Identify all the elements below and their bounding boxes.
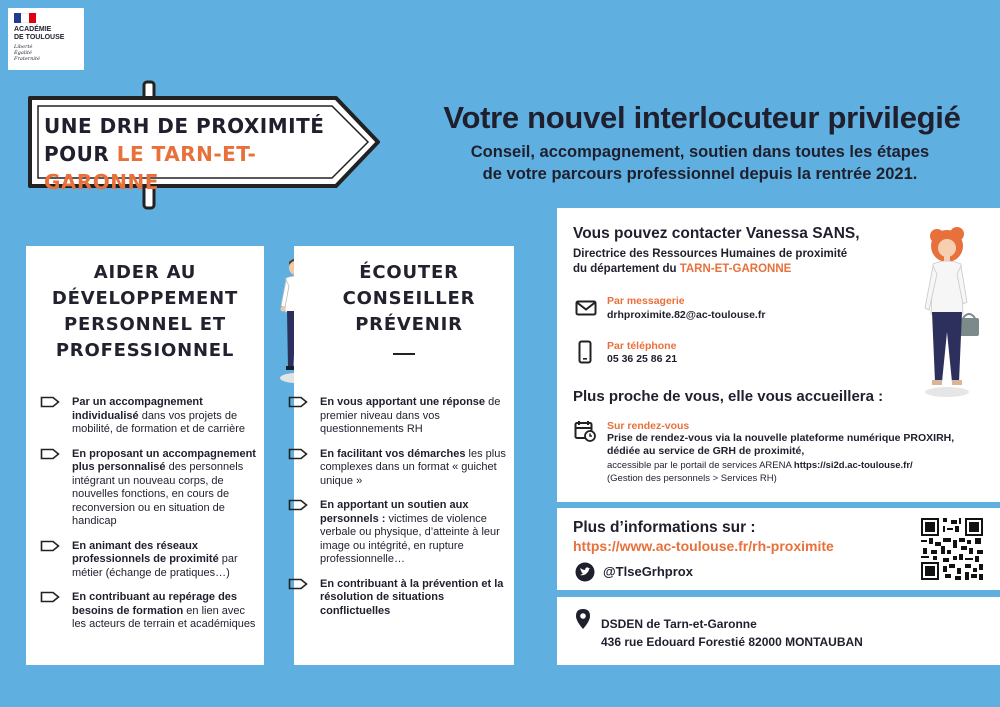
sign-line2-highlight: LE TARN-ET-GARONNE	[44, 142, 257, 194]
email-link[interactable]: drhproximite.82@ac-toulouse.fr	[607, 309, 766, 321]
contact-intro: Vous pouvez contacter Vanessa SANS,	[573, 225, 860, 242]
title-divider	[393, 353, 415, 355]
address-panel	[557, 597, 1000, 665]
logo-line1: ACADÉMIE	[14, 26, 52, 33]
subhead-line1: Conseil, accompagnement, soutien dans toutes les étapes	[470, 143, 930, 161]
item-text: par métier (échange de pratiques…)	[72, 553, 238, 579]
list-item	[280, 578, 512, 619]
tag-arrow-icon	[40, 540, 60, 552]
arena-link[interactable]: https://si2d.ac-toulouse.fr/	[793, 460, 913, 471]
sign-text	[44, 112, 364, 196]
item-text: des personnels intégrant un nouveau corps, de nouvelles fonctions, en cours de reconversion ou en situation de handicap	[72, 461, 244, 527]
item-bold-text: En vous apportant une réponse	[320, 396, 486, 408]
item-text: de premier niveau dans vos questionnements RH	[320, 396, 501, 435]
item-text: victimes de violence verbale ou physique, d’atteinte à leur image ou intégrité, en rupture professionnelle…	[320, 512, 500, 565]
column2-title-line: CONSEILLER	[342, 288, 476, 309]
item-text: les plus complexes dans un format « guichet unique »	[320, 447, 506, 487]
list-item	[26, 448, 262, 529]
column-developpement	[26, 246, 264, 665]
column-ecouter	[294, 246, 514, 665]
column1-title	[26, 260, 264, 364]
logo-line2: DE TOULOUSE	[14, 34, 65, 41]
tag-arrow-icon	[288, 499, 308, 511]
rdv-label: Sur rendez-vous	[607, 420, 690, 432]
contact-panel	[557, 208, 1000, 502]
item-bold-text: En apportant un soutien aux personnels :	[320, 499, 469, 525]
list-item	[280, 499, 512, 567]
item-text: en lien avec les acteurs de terrain et académiques	[72, 604, 256, 630]
info-title: Plus d’informations sur :	[573, 519, 756, 536]
rdv-line2: dédiée au service de GRH de proximité,	[607, 445, 805, 457]
subhead	[420, 141, 980, 185]
address-line1: DSDEN de Tarn-et-Garonne	[601, 617, 757, 631]
qr-code-icon[interactable]	[921, 518, 983, 580]
list-item	[26, 540, 262, 581]
list-item	[26, 396, 262, 437]
woman-illustration-icon	[915, 222, 985, 400]
info-panel	[557, 508, 1000, 590]
subhead-line2: de votre parcours professionnel depuis la rentrée 2021.	[482, 165, 918, 183]
column1-title-line: PERSONNEL ET	[64, 314, 226, 335]
headline: Votre nouvel interlocuteur privilegié	[443, 100, 961, 135]
column1-title-line: PROFESSIONNEL	[55, 340, 235, 361]
address-line2: 436 rue Edouard Forestié 82000 MONTAUBAN	[601, 635, 863, 649]
twitter-icon	[575, 562, 595, 582]
calendar-clock-icon	[574, 420, 596, 442]
item-bold-text: En contribuant à la prévention et la résolution de situations conflictuelles	[320, 577, 504, 617]
phone-icon	[578, 340, 592, 364]
welcome-text: Plus proche de vous, elle vous accueillera :	[573, 388, 884, 405]
tag-arrow-icon	[40, 396, 60, 408]
item-bold-text: En contribuant au repérage des besoins de formation	[72, 591, 238, 617]
tag-arrow-icon	[40, 448, 60, 460]
phone-label: Par téléphone	[607, 340, 677, 352]
column2-title-line: ÉCOUTER	[359, 262, 459, 283]
list-item	[280, 448, 512, 489]
envelope-icon	[575, 300, 597, 316]
info-url-link[interactable]: https://www.ac-toulouse.fr/rh-proximite	[573, 538, 834, 554]
rdv-line4: (Gestion des personnels > Services RH)	[607, 473, 777, 484]
item-bold-text: En proposant un accompagnement plus personnalisé	[72, 447, 256, 473]
email-label: Par messagerie	[607, 295, 685, 307]
contact-role-line1: Directrice des Ressources Humaines de proximité	[573, 248, 848, 260]
sign-line2-prefix: POUR	[44, 142, 117, 166]
tag-arrow-icon	[288, 448, 308, 460]
item-bold-text: En facilitant vos démarches	[320, 447, 466, 460]
item-bold-text: Par un accompagnement individualisé	[72, 396, 203, 422]
logo-motto3: Fraternité	[14, 56, 40, 62]
tag-arrow-icon	[288, 396, 308, 408]
rdv-line1: Prise de rendez-vous via la nouvelle plateforme numérique PROXIRH,	[607, 432, 955, 444]
item-bold-text: En animant des réseaux professionnels de proximité	[72, 539, 219, 565]
column1-title-line: DÉVELOPPEMENT	[51, 288, 239, 309]
column1-title-line: AIDER AU	[93, 262, 197, 283]
item-text: dans vos projets de mobilité, de formation et de carrière	[72, 409, 246, 435]
rdv-line3: accessible par le portail de services ARENA	[607, 460, 794, 471]
list-item	[26, 591, 262, 632]
logo-motto2: Égalité	[14, 50, 32, 56]
phone-number[interactable]: 05 36 25 86 21	[607, 353, 678, 365]
contact-role-line2: du département du	[573, 263, 680, 275]
column2-title-line: PRÉVENIR	[355, 314, 463, 335]
tag-arrow-icon	[288, 578, 308, 590]
logo-motto1: Liberté	[14, 44, 33, 50]
sign-line1: UNE DRH DE PROXIMITÉ	[44, 114, 325, 138]
twitter-handle[interactable]: @TlseGrhprox	[603, 564, 693, 579]
tag-arrow-icon	[40, 591, 60, 603]
column2-title	[304, 260, 514, 338]
academie-logo	[8, 8, 84, 70]
contact-role-department: TARN-ET-GARONNE	[679, 263, 792, 275]
list-item	[280, 396, 512, 437]
location-pin-icon	[575, 608, 591, 630]
french-flag-icon	[14, 13, 36, 23]
